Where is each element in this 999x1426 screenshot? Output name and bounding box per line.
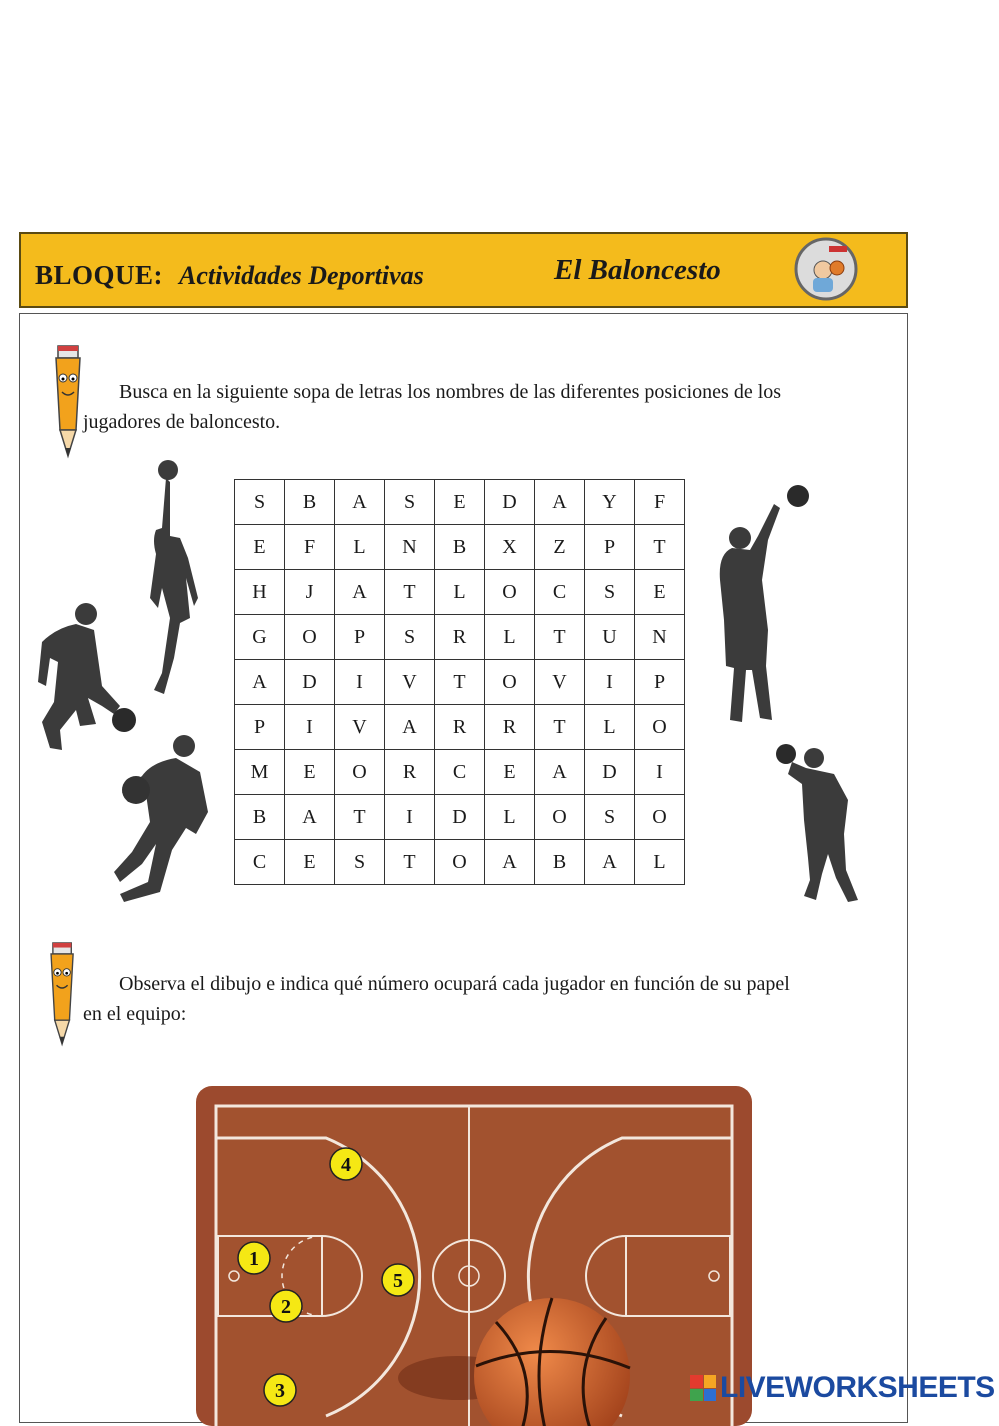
- header-subtitle: Actividades Deportivas: [179, 261, 424, 290]
- grid-cell[interactable]: D: [485, 480, 535, 525]
- liveworksheets-logo-icon: [690, 1375, 716, 1401]
- grid-row: [235, 480, 685, 525]
- instruction-2-line-1: Observa el dibujo e indica qué número ocupará cada jugador en función de su papel: [119, 973, 790, 995]
- player-marker[interactable]: [268, 1288, 304, 1324]
- grid-cell[interactable]: E: [285, 840, 335, 885]
- player-marker[interactable]: [380, 1262, 416, 1298]
- grid-cell[interactable]: V: [535, 660, 585, 705]
- grid-cell[interactable]: G: [235, 615, 285, 660]
- grid-cell[interactable]: Y: [585, 480, 635, 525]
- grid-row: [235, 795, 685, 840]
- word-search-grid: [234, 479, 685, 885]
- grid-cell[interactable]: D: [585, 750, 635, 795]
- grid-cell[interactable]: A: [285, 795, 335, 840]
- grid-cell[interactable]: L: [485, 615, 535, 660]
- grid-cell[interactable]: P: [235, 705, 285, 750]
- grid-cell[interactable]: A: [235, 660, 285, 705]
- grid-cell[interactable]: E: [485, 750, 535, 795]
- grid-cell[interactable]: E: [285, 750, 335, 795]
- svg-text:2: 2: [281, 1296, 291, 1318]
- watermark-text: LIVEWORKSHEETS: [720, 1371, 995, 1404]
- grid-cell[interactable]: F: [285, 525, 335, 570]
- grid-row: [235, 525, 685, 570]
- svg-text:1: 1: [249, 1248, 259, 1270]
- grid-cell[interactable]: I: [335, 660, 385, 705]
- grid-cell[interactable]: S: [385, 480, 435, 525]
- player-marker[interactable]: [262, 1372, 298, 1408]
- header-bloque: BLOQUE:: [35, 260, 164, 290]
- grid-cell[interactable]: V: [335, 705, 385, 750]
- grid-row: [235, 750, 685, 795]
- player-dunking-silhouette: [140, 458, 202, 698]
- grid-cell[interactable]: P: [335, 615, 385, 660]
- grid-cell[interactable]: B: [535, 840, 585, 885]
- grid-cell[interactable]: S: [385, 615, 435, 660]
- grid-cell[interactable]: A: [335, 570, 385, 615]
- grid-cell[interactable]: T: [435, 660, 485, 705]
- grid-cell[interactable]: T: [535, 705, 585, 750]
- grid-cell[interactable]: E: [235, 525, 285, 570]
- grid-cell[interactable]: T: [635, 525, 685, 570]
- grid-cell[interactable]: O: [635, 705, 685, 750]
- grid-cell[interactable]: O: [335, 750, 385, 795]
- grid-cell[interactable]: R: [435, 615, 485, 660]
- grid-cell[interactable]: C: [435, 750, 485, 795]
- grid-cell[interactable]: S: [585, 795, 635, 840]
- grid-row: [235, 840, 685, 885]
- grid-cell[interactable]: C: [235, 840, 285, 885]
- grid-cell[interactable]: D: [285, 660, 335, 705]
- grid-cell[interactable]: A: [335, 480, 385, 525]
- grid-row: [235, 660, 685, 705]
- grid-cell[interactable]: V: [385, 660, 435, 705]
- grid-cell[interactable]: B: [435, 525, 485, 570]
- grid-cell[interactable]: S: [235, 480, 285, 525]
- grid-cell[interactable]: O: [535, 795, 585, 840]
- grid-cell[interactable]: F: [635, 480, 685, 525]
- grid-cell[interactable]: S: [585, 570, 635, 615]
- grid-row: [235, 570, 685, 615]
- grid-cell[interactable]: O: [635, 795, 685, 840]
- instruction-2: [83, 969, 863, 1029]
- grid-row: [235, 615, 685, 660]
- liveworksheets-watermark[interactable]: [690, 1370, 995, 1406]
- grid-cell[interactable]: N: [635, 615, 685, 660]
- grid-cell[interactable]: O: [485, 660, 535, 705]
- instruction-1-line-1: Busca en la siguiente sopa de letras los nombres de las diferentes posiciones de los: [119, 381, 782, 403]
- grid-cell[interactable]: A: [535, 480, 585, 525]
- instruction-1-line-2: jugadores de baloncesto.: [83, 411, 281, 433]
- grid-cell[interactable]: P: [635, 660, 685, 705]
- basketball-kid-icon: [793, 236, 859, 302]
- grid-cell[interactable]: T: [385, 840, 435, 885]
- grid-cell[interactable]: P: [585, 525, 635, 570]
- grid-cell[interactable]: D: [435, 795, 485, 840]
- grid-cell[interactable]: A: [585, 840, 635, 885]
- grid-cell[interactable]: U: [585, 615, 635, 660]
- grid-cell[interactable]: Z: [535, 525, 585, 570]
- grid-cell[interactable]: I: [585, 660, 635, 705]
- header-banner: [19, 232, 908, 308]
- grid-cell[interactable]: X: [485, 525, 535, 570]
- grid-cell[interactable]: S: [335, 840, 385, 885]
- grid-cell[interactable]: I: [285, 705, 335, 750]
- grid-cell[interactable]: A: [485, 840, 535, 885]
- pencil-mascot-icon: [40, 936, 86, 1052]
- grid-cell[interactable]: L: [485, 795, 535, 840]
- grid-cell[interactable]: R: [385, 750, 435, 795]
- grid-cell[interactable]: I: [635, 750, 685, 795]
- grid-row: [235, 705, 685, 750]
- player-set-shot-silhouette: [774, 740, 862, 908]
- grid-cell[interactable]: H: [235, 570, 285, 615]
- grid-cell[interactable]: T: [335, 795, 385, 840]
- player-shooting-silhouette: [712, 480, 816, 728]
- grid-cell[interactable]: A: [535, 750, 585, 795]
- grid-cell[interactable]: T: [535, 615, 585, 660]
- grid-cell[interactable]: O: [485, 570, 535, 615]
- grid-cell[interactable]: C: [535, 570, 585, 615]
- player-dribbling-silhouette: [36, 602, 140, 752]
- svg-text:4: 4: [341, 1154, 351, 1176]
- header-title: El Baloncesto: [554, 254, 721, 286]
- grid-cell[interactable]: N: [385, 525, 435, 570]
- grid-cell[interactable]: A: [385, 705, 435, 750]
- grid-cell[interactable]: J: [285, 570, 335, 615]
- grid-cell[interactable]: T: [385, 570, 435, 615]
- grid-cell[interactable]: L: [435, 570, 485, 615]
- player-running-silhouette: [112, 732, 212, 904]
- svg-text:3: 3: [275, 1380, 285, 1402]
- grid-cell[interactable]: R: [435, 705, 485, 750]
- grid-cell[interactable]: I: [385, 795, 435, 840]
- grid-cell[interactable]: L: [585, 705, 635, 750]
- grid-cell[interactable]: L: [335, 525, 385, 570]
- player-marker[interactable]: [328, 1146, 364, 1182]
- instruction-2-line-2: en el equipo:: [83, 1003, 187, 1025]
- grid-cell[interactable]: L: [635, 840, 685, 885]
- grid-cell[interactable]: E: [435, 480, 485, 525]
- instruction-1: [83, 377, 863, 437]
- grid-cell[interactable]: B: [235, 795, 285, 840]
- player-marker[interactable]: [236, 1240, 272, 1276]
- grid-cell[interactable]: O: [285, 615, 335, 660]
- grid-cell[interactable]: R: [485, 705, 535, 750]
- grid-cell[interactable]: E: [635, 570, 685, 615]
- grid-cell[interactable]: B: [285, 480, 335, 525]
- grid-cell[interactable]: O: [435, 840, 485, 885]
- svg-text:5: 5: [393, 1270, 403, 1292]
- grid-cell[interactable]: M: [235, 750, 285, 795]
